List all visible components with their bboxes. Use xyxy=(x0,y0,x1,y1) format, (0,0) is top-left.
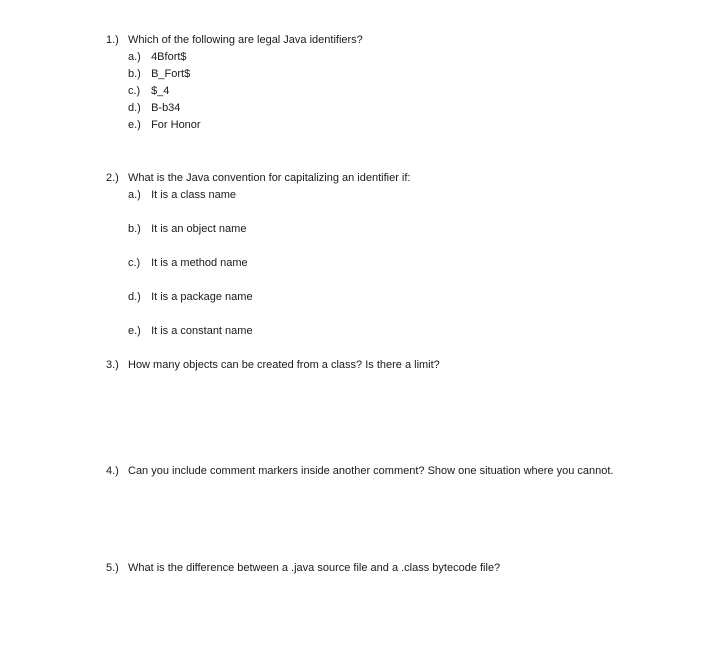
question-text: How many objects can be created from a class? Is there a limit? xyxy=(128,359,440,371)
option-label: b.) xyxy=(128,68,141,80)
option-label: b.) xyxy=(128,223,141,235)
option-label: e.) xyxy=(128,119,141,131)
answer-option xyxy=(128,254,248,272)
answer-option xyxy=(128,116,201,134)
answer-option xyxy=(128,186,236,204)
option-text: It is an object name xyxy=(151,223,247,235)
answer-option xyxy=(128,82,169,100)
option-label: d.) xyxy=(128,291,141,303)
option-text: It is a constant name xyxy=(151,325,253,337)
question-text: What is the difference between a .java source file and a .class bytecode file? xyxy=(128,562,501,574)
question-3 xyxy=(106,356,626,374)
option-label: e.) xyxy=(128,325,141,337)
option-label: a.) xyxy=(128,51,141,63)
option-text: B_Fort$ xyxy=(151,68,191,80)
answer-option xyxy=(128,322,253,340)
option-text: 4Bfort$ xyxy=(151,51,187,63)
question-1 xyxy=(106,31,626,49)
answer-option xyxy=(128,220,246,238)
option-label: c.) xyxy=(128,257,141,269)
question-text: Which of the following are legal Java identifiers? xyxy=(128,34,363,46)
option-text: For Honor xyxy=(151,119,201,131)
question-4 xyxy=(106,462,626,480)
option-text: It is a method name xyxy=(151,257,248,269)
answer-option xyxy=(128,48,187,66)
question-2 xyxy=(106,169,626,187)
option-text: B-b34 xyxy=(151,102,181,114)
question-number: 5.) xyxy=(106,562,119,574)
question-number: 1.) xyxy=(106,34,119,46)
answer-option xyxy=(128,288,253,306)
option-text: It is a package name xyxy=(151,291,253,303)
option-text: $_4 xyxy=(151,85,170,97)
option-text: It is a class name xyxy=(151,189,237,201)
question-text: What is the Java convention for capitalizing an identifier if: xyxy=(128,172,411,184)
answer-option xyxy=(128,99,180,117)
question-text: Can you include comment markers inside another comment? Show one situation where you cannot. xyxy=(128,465,614,477)
question-5 xyxy=(106,559,626,577)
question-number: 2.) xyxy=(106,172,119,184)
option-label: d.) xyxy=(128,102,141,114)
option-label: c.) xyxy=(128,85,141,97)
option-label: a.) xyxy=(128,189,141,201)
question-number: 3.) xyxy=(106,359,119,371)
question-number: 4.) xyxy=(106,465,119,477)
answer-option xyxy=(128,65,190,83)
